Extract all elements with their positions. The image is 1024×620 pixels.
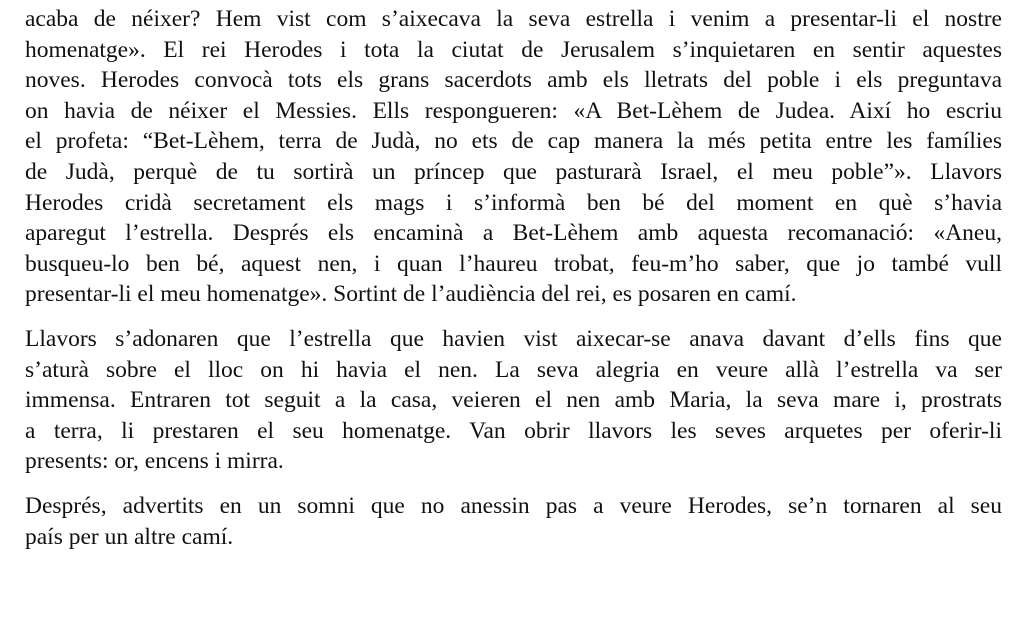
text-line: Herodes cridà secretament els mags i s’informà ben bé del moment en què s’havia: [25, 189, 1002, 216]
paragraph-1: [25, 4, 1002, 310]
text-line: immensa. Entraren tot seguit a la casa, veieren el nen amb Maria, la seva mare i, prostrats: [25, 387, 1002, 414]
text-line: s’aturà sobre el lloc on hi havia el nen. La seva alegria en veure allà l’estrella va ser: [25, 356, 1002, 383]
text-line: presentar-li el meu homenatge». Sortint de l’audiència del rei, es posaren en camí.: [25, 281, 797, 308]
text-line: de Judà, perquè de tu sortirà un príncep que pasturarà Israel, el meu poble”». Llavors: [25, 158, 1002, 185]
text-line: busqueu-lo ben bé, aquest nen, i quan l’haureu trobat, feu-m’ho saber, que jo també vull: [25, 250, 1002, 277]
text-line: on havia de néixer el Messies. Ells respongueren: «A Bet-Lèhem de Judea. Així ho escriu: [25, 97, 1002, 124]
paragraph-3: [25, 491, 1002, 552]
text-line: Després, advertits en un somni que no anessin pas a veure Herodes, se’n tornaren al seu: [25, 492, 1002, 519]
text-line: Llavors s’adonaren que l’estrella que havien vist aixecar-se anava davant d’ells fins que: [25, 325, 1002, 352]
text-line: el profeta: “Bet-Lèhem, terra de Judà, no ets de cap manera la més petita entre les famílies: [25, 128, 1002, 155]
text-line: noves. Herodes convocà tots els grans sacerdots amb els lletrats del poble i els preguntava: [25, 67, 1002, 94]
text-line: a terra, li prestaren el seu homenatge. Van obrir llavors les seves arquetes per oferir-li: [25, 417, 1002, 444]
text-line: acaba de néixer? Hem vist com s’aixecava la seva estrella i venim a presentar-li el nostre: [25, 6, 1002, 32]
text-line: aparegut l’estrella. Després els encaminà a Bet-Lèhem amb aquesta recomanació: «Aneu,: [25, 220, 1002, 247]
text-line: país per un altre camí.: [25, 523, 234, 550]
text-line: homenatge». El rei Herodes i tota la ciutat de Jerusalem s’inquietaren en sentir aquestes: [25, 36, 1002, 63]
text-line: presents: or, encens i mirra.: [25, 448, 284, 475]
paragraph-2: [25, 324, 1002, 477]
